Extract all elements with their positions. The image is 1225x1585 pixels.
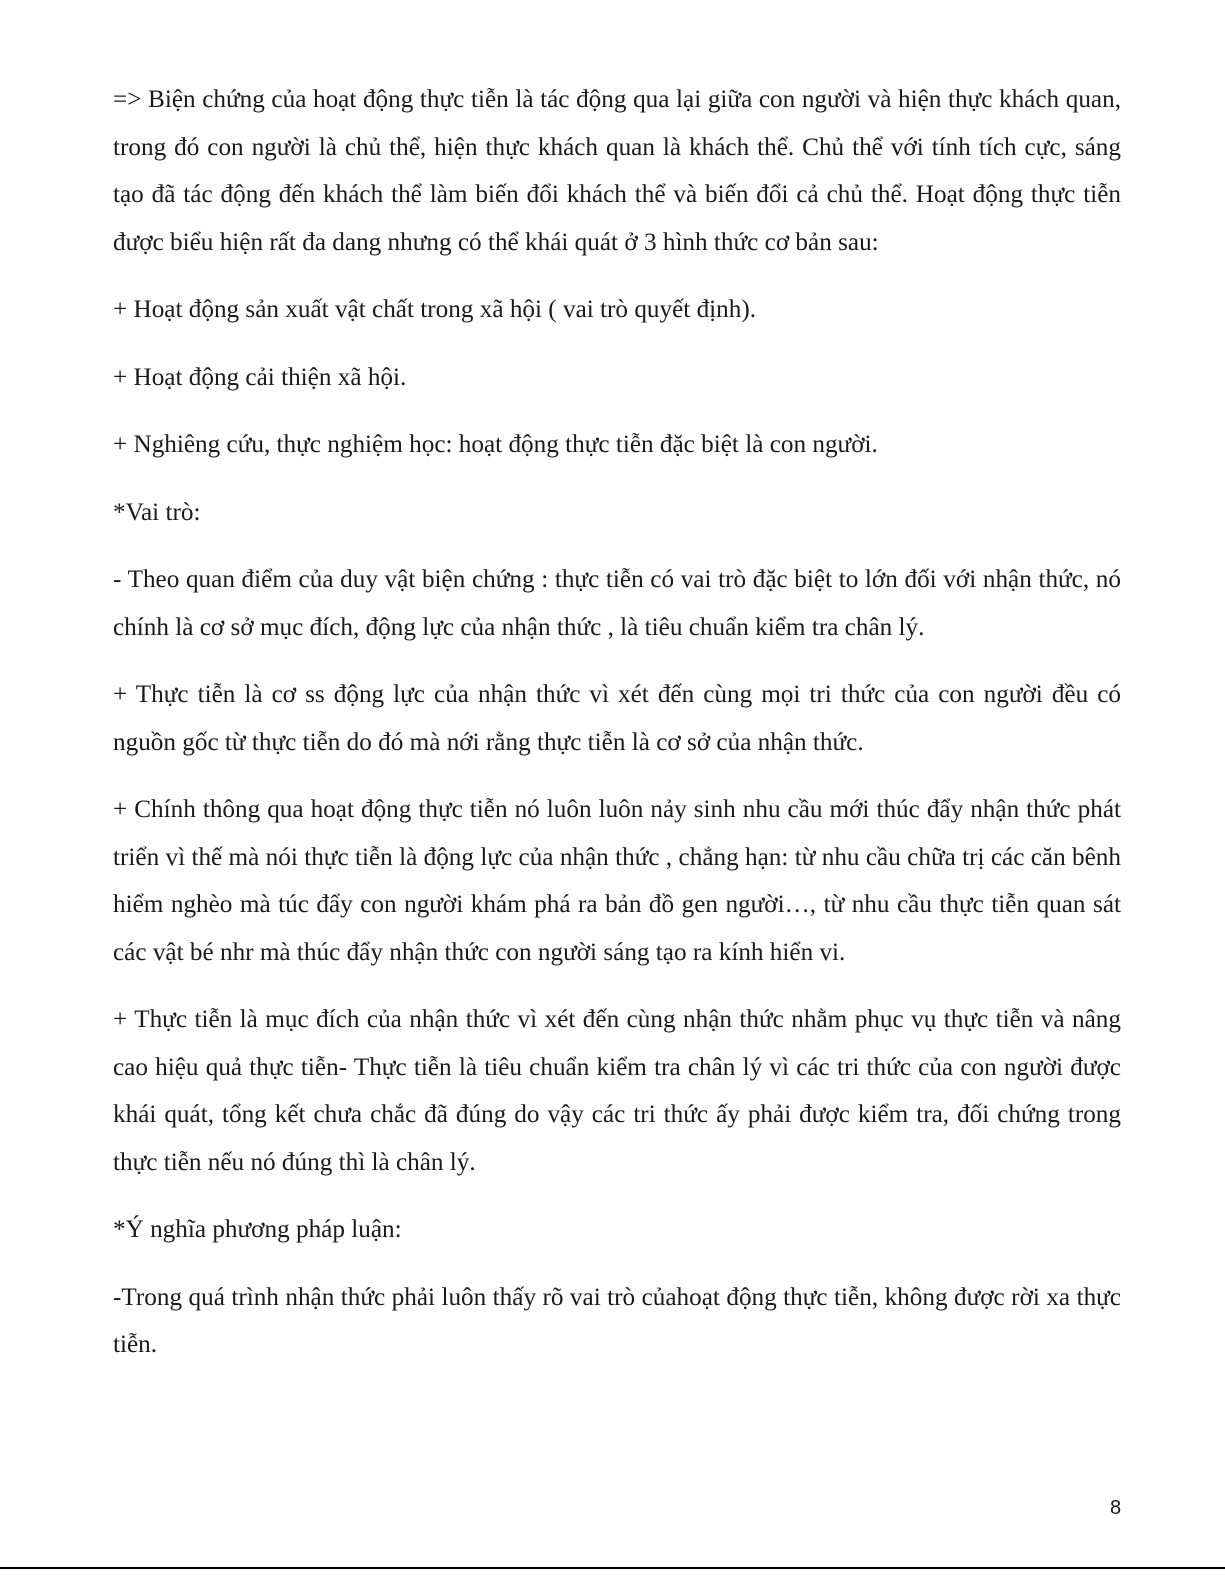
paragraph-materialist-view: - Theo quan điểm của duy vật biện chứng : thực tiễn có vai trò đặc biệt to lớn đối với nhận thức, nó chính là cơ sở mục đích, động lực của nhận thức , là tiêu chuẩn kiểm tra chân lý. <box>113 566 1121 641</box>
paragraph-practice-as-purpose: + Thực tiễn là mục đích của nhận thức vì xét đến cùng nhận thức nhằm phục vụ thực tiễn và nâng cao hiệu quả thực tiễn- Thực tiễn là tiêu chuẩn kiểm tra chân lý vì các tri thức của con người được khái quát, tổng kết chưa chắc đã đúng do vậy các tri thức ấy phải được kiểm tra, đối chứng trong thực tiễn nếu nó đúng thì là chân lý. <box>113 1006 1121 1176</box>
page-bottom-divider <box>0 1567 1225 1569</box>
document-body <box>113 76 1121 1389</box>
page-number: 8 <box>1110 1497 1122 1519</box>
paragraph-practice-as-basis: + Thực tiễn là cơ ss động lực của nhận thức vì xét đến cùng mọi tri thức của con người đều có nguồn gốc từ thực tiễn do đó mà nới rằng thực tiễn là cơ sở của nhận thức. <box>113 681 1121 756</box>
heading-role: *Vai trò: <box>113 498 201 526</box>
paragraph-material-production: + Hoạt động sản xuất vật chất trong xã hội ( vai trò quyết định). <box>113 296 757 323</box>
heading-methodological-meaning: *Ý nghĩa phương pháp luận: <box>113 1216 402 1243</box>
paragraph-scientific-experiment: + Nghiêng cứu, thực nghiệm học: hoạt động thực tiễn đặc biệt là con người. <box>113 431 878 458</box>
paragraph-dialectics-of-practice: => Biện chứng của hoạt động thực tiễn là tác động qua lại giữa con người và hiện thực khách quan, trong đó con người là chủ thể, hiện thực khách quan là khách thể. Chủ thể với tính tích cực, sáng tạo đã tác động đến khách thể làm biến đổi khách thể và biến đổi cả chủ thể. Hoạt động thực tiễn được biểu hiện rất đa dang nhưng có thể khái quát ở 3 hình thức cơ bản sau: <box>113 86 1121 256</box>
paragraph-practice-as-motive: + Chính thông qua hoạt động thực tiễn nó luôn luôn nảy sinh nhu cầu mới thúc đẩy nhận thức phát triển vì thế mà nói thực tiễn là động lực của nhận thức , chẳng hạn: từ nhu cầu chữa trị các căn bênh hiểm nghèo mà túc đẩy con người khám phá ra bản đồ gen người…, từ nhu cầu thực tiễn quan sát các vật bé nhr mà thúc đẩy nhận thức con người sáng tạo ra kính hiển vi. <box>113 796 1121 966</box>
paragraph-social-improvement: + Hoạt động cải thiện xã hội. <box>113 363 407 391</box>
paragraph-methodology-conclusion: -Trong quá trình nhận thức phải luôn thấy rõ vai trò củahoạt động thực tiễn, không được rời xa thực tiễn. <box>113 1283 1121 1358</box>
